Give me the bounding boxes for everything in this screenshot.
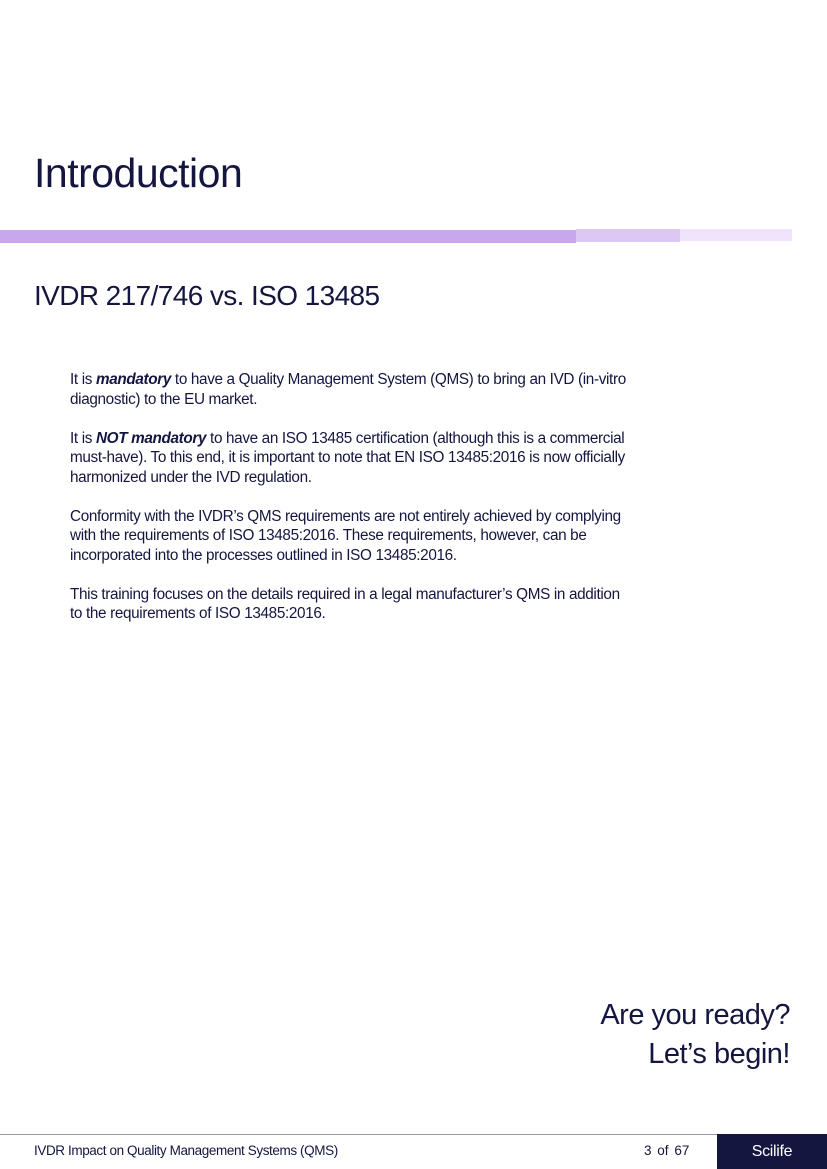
- paragraph-text: It is: [70, 429, 96, 447]
- brand-logo: Scilife: [717, 1134, 827, 1169]
- paragraph-conformity: Conformity with the IVDR’s QMS requirements are not entirely achieved by complying with the requirements of ISO 13485:2016. These requirements, however, can be incorporated into the processes outlined in ISO 13485:2016.: [70, 507, 621, 564]
- cta-line-ready: Are you ready?: [600, 999, 790, 1031]
- paragraph-text: It is: [70, 371, 96, 388]
- section-title: IVDR 217/746 vs. ISO 13485: [34, 280, 380, 311]
- page-of-label: of: [657, 1143, 669, 1158]
- call-to-action: [600, 996, 790, 1074]
- paragraph-mandatory-qms: [70, 370, 630, 409]
- page-title: Introduction: [34, 150, 243, 196]
- emphasis-text: mandatory: [95, 371, 172, 388]
- decorative-band-secondary: [576, 229, 680, 242]
- paragraph-training-focus: This training focuses on the details required in a legal manufacturer’s QMS in addition to the requirements of ISO 13485:2016.: [70, 585, 620, 622]
- emphasis-text: NOT mandatory: [95, 429, 207, 447]
- paragraph-not-mandatory-iso: [70, 429, 630, 488]
- paragraph-text: to have a Quality Management System (QMS) to bring an IVD (in-vitro diagnostic) to the EU market.: [70, 371, 626, 408]
- decorative-band-tertiary: [680, 229, 792, 241]
- body-text: [70, 370, 630, 643]
- page-number: [644, 1143, 689, 1158]
- total-pages: 67: [674, 1143, 690, 1158]
- current-page: 3: [644, 1143, 652, 1158]
- decorative-band-primary: [0, 230, 576, 243]
- footer-divider: [0, 1134, 717, 1135]
- footer-document-title: IVDR Impact on Quality Management Systems (QMS): [34, 1143, 338, 1158]
- cta-line-begin: Let’s begin!: [648, 1038, 790, 1070]
- paragraph-text: to have an ISO 13485 certification (although this is a commercial must-have). To this end, it is important to note that EN ISO 13485:2016 is now officially harmonized under the IVD regulation.: [70, 429, 625, 486]
